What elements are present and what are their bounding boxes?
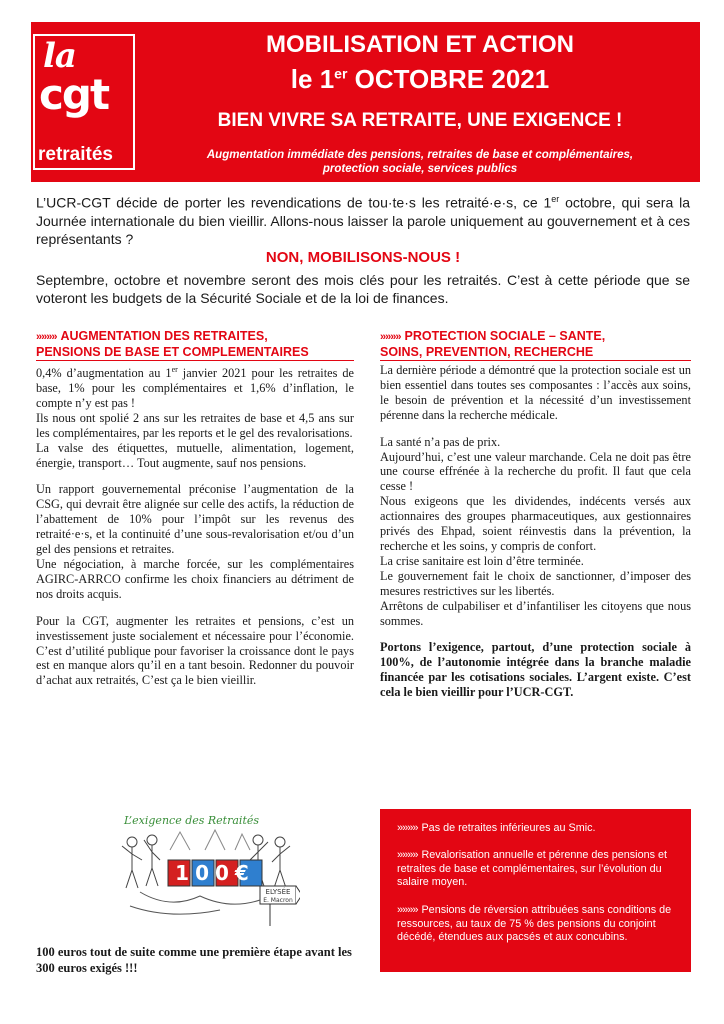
right-p1: La dernière période a démontré que la protection sociale est un bien essentiel dans toutes ses composantes : l’accès aux soins, le besoin de prévention et la nécessité d’un investissement pérenne dans la recherche médicale. bbox=[380, 363, 691, 422]
left-p1d: La valse des étiquettes, mutuelle, alimentation, logement, énergie, transport… Tout augmente, sauf nos pensions. bbox=[36, 440, 354, 470]
demand-item-3: »»»» Pensions de réversion attribuées sans conditions de ressources, au taux de 75 % des pensions du conjoint décédé, étendues aux pacsés et aux concubins. bbox=[397, 904, 672, 943]
page-title-line1: MOBILISATION ET ACTION bbox=[266, 31, 574, 58]
intro-paragraph-2: Septembre, octobre et novembre seront des mois clés pour les retraités. C’est à cette période que se voteront les budgets de la Sécurité Sociale et de la loi de finances. bbox=[36, 272, 690, 306]
left-p3: Pour la CGT, augmenter les retraites et pensions, c’est un investissement juste socialement et nécessaire pour l’économie. C’est d’utilité publique pour favoriser la croissance dont le pays est en manque alors qu’il en a tant besoin. Redonner du pouvoir d’achat aux retraités, C’est ça le bien vieillir. bbox=[36, 613, 354, 688]
logo-la: la bbox=[43, 36, 76, 76]
illustration-banner: L’exigence des Retraités bbox=[124, 814, 260, 827]
retirees-100-euros-illustration bbox=[110, 810, 300, 928]
demands-box bbox=[380, 809, 691, 972]
right-section-heading: »»»» PROTECTION SOCIALE – SANTE, SOINS, PREVENTION, RECHERCHE bbox=[380, 329, 691, 361]
sign-macron: E. Macron bbox=[263, 897, 293, 904]
right-p3: Portons l’exigence, partout, d’une protection sociale à 100%, de l’autonomie intégrée dans la branche maladie financée par les cotisations sociales. L’argent existe. C’est cela le bien vieillir pour l’UCR-CGT. bbox=[380, 640, 691, 700]
arrows-icon: »»»» bbox=[397, 822, 418, 834]
left-p2b: Une négociation, à marche forcée, sur les complémentaires AGIRC-ARRCO confirme les choix financiers au détriment de nos droits acquis. bbox=[36, 556, 354, 601]
page-title-line2: le 1er OCTOBRE 2021 bbox=[290, 64, 550, 94]
cgt-retraites-logo bbox=[33, 34, 135, 170]
right-p2f: Arrêtons de culpabiliser et d’infantiliser les citoyens que nous sommes. bbox=[380, 598, 691, 628]
right-column-text bbox=[380, 363, 691, 712]
header-subtitle: Augmentation immédiate des pensions, retraites de base et complémentaires, protection sociale, services publics bbox=[206, 149, 634, 175]
right-p2d: La crise sanitaire est loin d’être terminée. bbox=[380, 553, 584, 568]
arrows-icon: »»»» bbox=[397, 849, 418, 861]
left-section-heading: »»»» AUGMENTATION DES RETRAITES, PENSIONS DE BASE ET COMPLEMENTAIRES bbox=[36, 329, 354, 361]
right-p2b: Aujourd’hui, c’est une valeur marchande. Cela ne doit pas être une course effrénée à la recherche du profit. Il faut que cela cesse ! bbox=[380, 449, 691, 494]
arrows-icon: »»»» bbox=[397, 904, 418, 916]
right-p2a: La santé n’a pas de prix. bbox=[380, 434, 501, 449]
logo-retraites: retraités bbox=[38, 144, 113, 165]
right-p2e: Le gouvernement fait le choix de sanctionner, d’imposer des mesures restrictives sur les libertés. bbox=[380, 568, 691, 598]
arrows-icon: »»»» bbox=[36, 331, 57, 343]
demand-item-1: »»»» Pas de retraites inférieures au Smic. bbox=[397, 822, 596, 834]
left-p2a: Un rapport gouvernemental préconise l’augmentation de la CSG, qui devrait être alignée sur celle des actifs, la réduction de l’abattement de 10% pour l’impôt sur les revenus des retraité·e·s, et la continuité d’une sous-revalorisation et/ou d’un gel des pensions et retraites. bbox=[36, 482, 354, 557]
right-p2c: Nous exigeons que les dividendes, indécents versés aux actionnaires des groupes pharmaceutiques, aux gestionnaires privés des Ehpad, soient réinvestis dans la prévention, la recherche et les soins, y compris de confort. bbox=[380, 494, 691, 553]
page-title-line3: BIEN VIVRE SA RETRAITE, UNE EXIGENCE ! bbox=[217, 110, 623, 131]
left-p1a: 0,4% d’augmentation au 1er janvier 2021 pour les retraites de base, 1% pour les complémentaires et 1,6% d’inflation, le compte n’y est pas ! bbox=[36, 365, 354, 410]
intro-paragraph: L’UCR-CGT décide de porter les revendications de tou·te·s les retraité·e·s, ce 1er octobre, qui sera la Journée internationale du bien vieillir. Allons-nous laisser la parole uniquement au gouvernement et à ces représentants ? bbox=[36, 194, 690, 247]
logo-cgt: cgt bbox=[39, 70, 109, 119]
illustration-caption: 100 euros tout de suite comme une première étape avant les 300 euros exigés !!! bbox=[36, 945, 352, 975]
left-p1c: Ils nous ont spolié 2 ans sur les retraites de base et 4,5 ans sur les complémentaires, par les reports et le gel des revalorisations. bbox=[36, 410, 354, 440]
arrows-icon: »»»» bbox=[380, 331, 401, 343]
illustration-amount: 100€ bbox=[175, 861, 255, 885]
left-column-text bbox=[36, 363, 354, 700]
sign-elysee: ELYSÉE bbox=[265, 888, 291, 896]
demand-item-2: »»»» Revalorisation annuelle et pérenne des pensions et retraites de base et complémentaires, sur l’évolution du salaire moyen. bbox=[397, 849, 667, 888]
slogan: NON, MOBILISONS-NOUS ! bbox=[265, 249, 461, 266]
